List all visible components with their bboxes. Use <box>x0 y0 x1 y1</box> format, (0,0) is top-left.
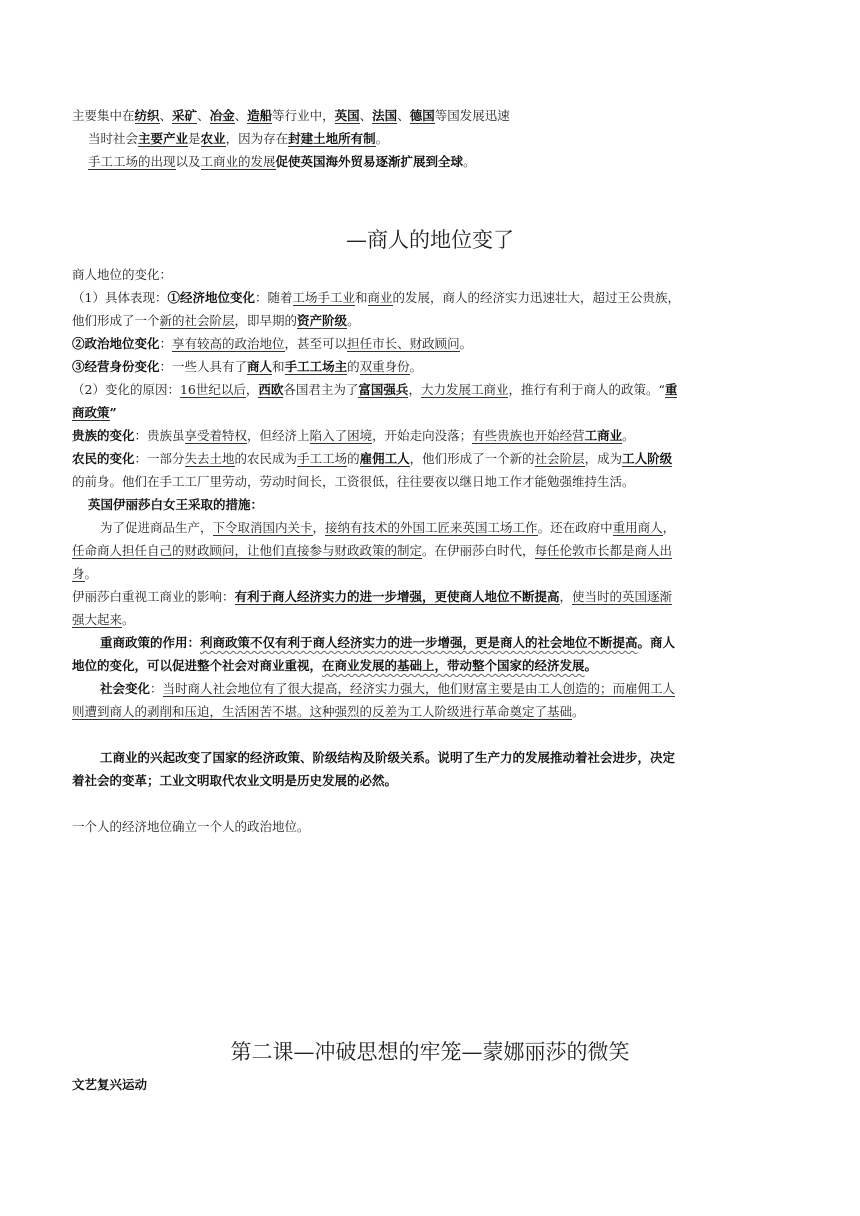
intro-line-3 <box>88 150 800 173</box>
text: 新的社会阶层 <box>159 313 235 328</box>
text: 当时商人社会地位有了很大提高，经济实力强大，他们财富主要是由工人创造的；而雇佣工人 <box>162 681 676 696</box>
text: ，成为 <box>584 451 623 466</box>
text: 。 <box>409 359 423 374</box>
text: 主要集中在 <box>72 108 135 123</box>
text: ： <box>159 336 173 351</box>
text: ： <box>150 681 163 696</box>
text: 手工工场 <box>297 451 348 466</box>
text: 社会阶层 <box>534 451 585 466</box>
text: 16世纪以后 <box>179 382 246 397</box>
keyword: 法国 <box>372 108 398 123</box>
text: 为了促进商品生产， <box>100 520 213 535</box>
text: 双重身份 <box>359 359 410 374</box>
text: 、 <box>397 108 410 123</box>
intro-line-1 <box>72 104 800 127</box>
para-line <box>100 677 800 700</box>
keyword: 农民的变化 <box>72 451 135 466</box>
keyword: 资产阶级 <box>297 313 348 328</box>
keyword: 西欧 <box>258 382 284 397</box>
keyword: 冶金 <box>209 108 235 123</box>
keyword: 促使英国海外贸易逐渐扩展到全球 <box>275 154 464 169</box>
keyword: 采矿 <box>172 108 198 123</box>
text: 任命商人担任自己的财政顾问，让他们直接参与财政政策的制定 <box>72 543 423 558</box>
text: ，但经济上 <box>247 428 310 443</box>
text: ，甚至可以 <box>284 336 348 351</box>
text: 工商业的发展 <box>200 154 276 169</box>
keyword: 重 <box>664 382 678 397</box>
text: 使当时的英国逐渐 <box>572 589 673 604</box>
keyword: 工商业 <box>584 428 623 443</box>
keyword: 工人阶级 <box>622 451 673 466</box>
keyword: 农业 <box>200 131 226 146</box>
text: ： <box>187 635 201 650</box>
para-line <box>72 608 800 631</box>
text: 。 <box>459 336 473 351</box>
text: 等行业中， <box>272 108 335 123</box>
text: 重用商人 <box>612 520 663 535</box>
keyword: 手工工场主 <box>284 359 348 374</box>
text: 每任伦敦市长都是商人出 <box>534 543 673 558</box>
text: 身 <box>72 566 85 581</box>
keyword: 德国 <box>409 108 435 123</box>
text: ，因为存在 <box>225 131 289 146</box>
para-line <box>100 631 800 654</box>
keyword: 社会变化 <box>100 681 151 696</box>
text: 等国发展迅速 <box>434 108 510 123</box>
keyword: 封建土地所有制 <box>288 131 376 146</box>
text: 。 <box>463 154 476 169</box>
text: 下令取消国内关卡 <box>212 520 313 535</box>
text: 接纳有技术的外国工匠来英国工场工作 <box>325 520 538 535</box>
subheading-renaissance: 文艺复兴运动 <box>72 1077 148 1092</box>
conclusion-line-1: 工商业的兴起改变了国家的经济政策、阶级结构及阶级关系。说明了生产力的发展推动着社会进步，决定 <box>100 750 676 765</box>
keyword: ②政治地位变化 <box>72 336 160 351</box>
text: （2）变化的原因： <box>72 382 180 397</box>
para-line: 商人地位的变化： <box>72 267 173 282</box>
text: 大力发展工商业 <box>420 382 509 397</box>
text: 手工工场的出现 <box>88 154 176 169</box>
text: ：随着 <box>254 290 293 305</box>
text: 。 <box>572 704 585 719</box>
text: 。 <box>84 566 98 581</box>
para-line <box>72 332 800 355</box>
keyword: 在商业发展的基础上，带动整个国家的经济发展 <box>322 658 585 673</box>
conclusion-line-2: 着社会的变革；工业文明取代农业文明是历史发展的必然。 <box>72 773 398 788</box>
text: ， <box>245 382 259 397</box>
text: ，他们形成了一个新的 <box>409 451 535 466</box>
text: 地位的变化，可以促进整个社会对商业重视， <box>72 658 323 673</box>
para-line <box>72 654 800 677</box>
text: 、 <box>197 108 210 123</box>
text: 、 <box>159 108 173 123</box>
text: 。 <box>584 658 598 673</box>
text: 伊丽莎白重视工商业的影响： <box>72 589 235 604</box>
keyword: 英国 <box>334 108 360 123</box>
text: 则遭到商人的剥削和压迫，生活困苦不堪。这种强烈的反差为工人阶级进行革命奠定了基础 <box>72 704 573 719</box>
text: 。商人 <box>637 635 676 650</box>
keyword: 雇佣工人 <box>359 451 410 466</box>
text: ， <box>312 520 326 535</box>
text: ” <box>109 405 117 420</box>
text: 、 <box>234 108 248 123</box>
text: ，开始走向没落； <box>372 428 473 443</box>
keyword: ①经济地位变化 <box>167 290 255 305</box>
text: 享受着特权 <box>184 428 248 443</box>
text: 他们形成了一个 <box>72 313 160 328</box>
keyword: ③经营身份变化 <box>72 359 160 374</box>
para-line <box>72 309 800 332</box>
keyword: 富国强兵 <box>358 382 409 397</box>
text: 。 <box>622 428 635 443</box>
para-line <box>72 562 800 585</box>
text: （1）具体表现： <box>72 290 168 305</box>
section-title-lesson-2: 第二课—冲破思想的牢笼—蒙娜丽莎的微笑 <box>230 1040 630 1064</box>
keyword: 贵族的变化 <box>72 428 135 443</box>
intro-line-2 <box>88 127 800 150</box>
text: 的 <box>347 451 360 466</box>
section-title-merchant-status: —商人的地位变了 <box>346 228 514 252</box>
text: 当时社会 <box>88 131 139 146</box>
text: 的农民成为 <box>234 451 298 466</box>
para-line <box>72 401 800 424</box>
para-line <box>72 355 800 378</box>
para-line <box>72 539 800 562</box>
text: 陷入了困境 <box>309 428 373 443</box>
text: 、 <box>359 108 373 123</box>
para-line <box>72 585 800 608</box>
text: 享有较高的政治地位 <box>172 336 285 351</box>
text: 各国君主为了 <box>283 382 359 397</box>
para-line <box>100 516 800 539</box>
text: 。在伊丽莎白时代， <box>422 543 535 558</box>
text: ：一些人具有了 <box>159 359 248 374</box>
summary-line: 一个人的经济地位确立一个人的政治地位。 <box>72 819 310 834</box>
text: 商业 <box>367 290 393 305</box>
keyword: 商人 <box>247 359 273 374</box>
text: 。还在政府中 <box>537 520 613 535</box>
para-line <box>72 700 800 723</box>
text: ：一部分 <box>134 451 185 466</box>
para-line <box>72 286 800 309</box>
text: 有些贵族也开始经营 <box>472 428 585 443</box>
para-line: 英国伊丽莎白女王采取的措施： <box>88 497 264 512</box>
text: 的 <box>347 359 360 374</box>
keyword: 利商政策不仅有利于商人经济实力的进一步增强，更是商人的社会地位不断提高 <box>200 635 638 650</box>
keyword: 造船 <box>247 108 273 123</box>
text: 。 <box>375 131 389 146</box>
text: 的发展，商人的经济实力迅速壮大，超过王公贵族， <box>392 290 681 305</box>
keyword: 商政策 <box>72 405 110 420</box>
para-line <box>72 378 800 401</box>
text: 以及 <box>175 154 201 169</box>
keyword: 重商政策的作用 <box>100 635 188 650</box>
text: ， <box>662 520 676 535</box>
text: ，即早期的 <box>234 313 298 328</box>
text: ，推行有利于商人的政策。“ <box>508 382 665 397</box>
text: 。 <box>122 612 135 627</box>
text: 担任市长、财政顾问 <box>347 336 460 351</box>
text: 和 <box>272 359 285 374</box>
text: 工场手工业 <box>292 290 356 305</box>
text: ：贵族虽 <box>134 428 185 443</box>
keyword: 纺织 <box>134 108 160 123</box>
para-line: 的前身。他们在手工工厂里劳动，劳动时间长，工资很低，往往要夜以继日地工作才能勉强维持生活。 <box>72 474 635 489</box>
para-line <box>72 447 800 470</box>
text: ， <box>408 382 421 397</box>
text: 是 <box>188 131 201 146</box>
keyword: 有利于商人经济实力的进一步增强，更使商人地位不断提高 <box>234 589 560 604</box>
text: ， <box>559 589 573 604</box>
text: 和 <box>355 290 368 305</box>
para-line <box>72 424 800 447</box>
text: 。 <box>347 313 360 328</box>
text: 失去土地 <box>184 451 235 466</box>
text: 强大起来 <box>72 612 123 627</box>
keyword: 主要产业 <box>138 131 189 146</box>
